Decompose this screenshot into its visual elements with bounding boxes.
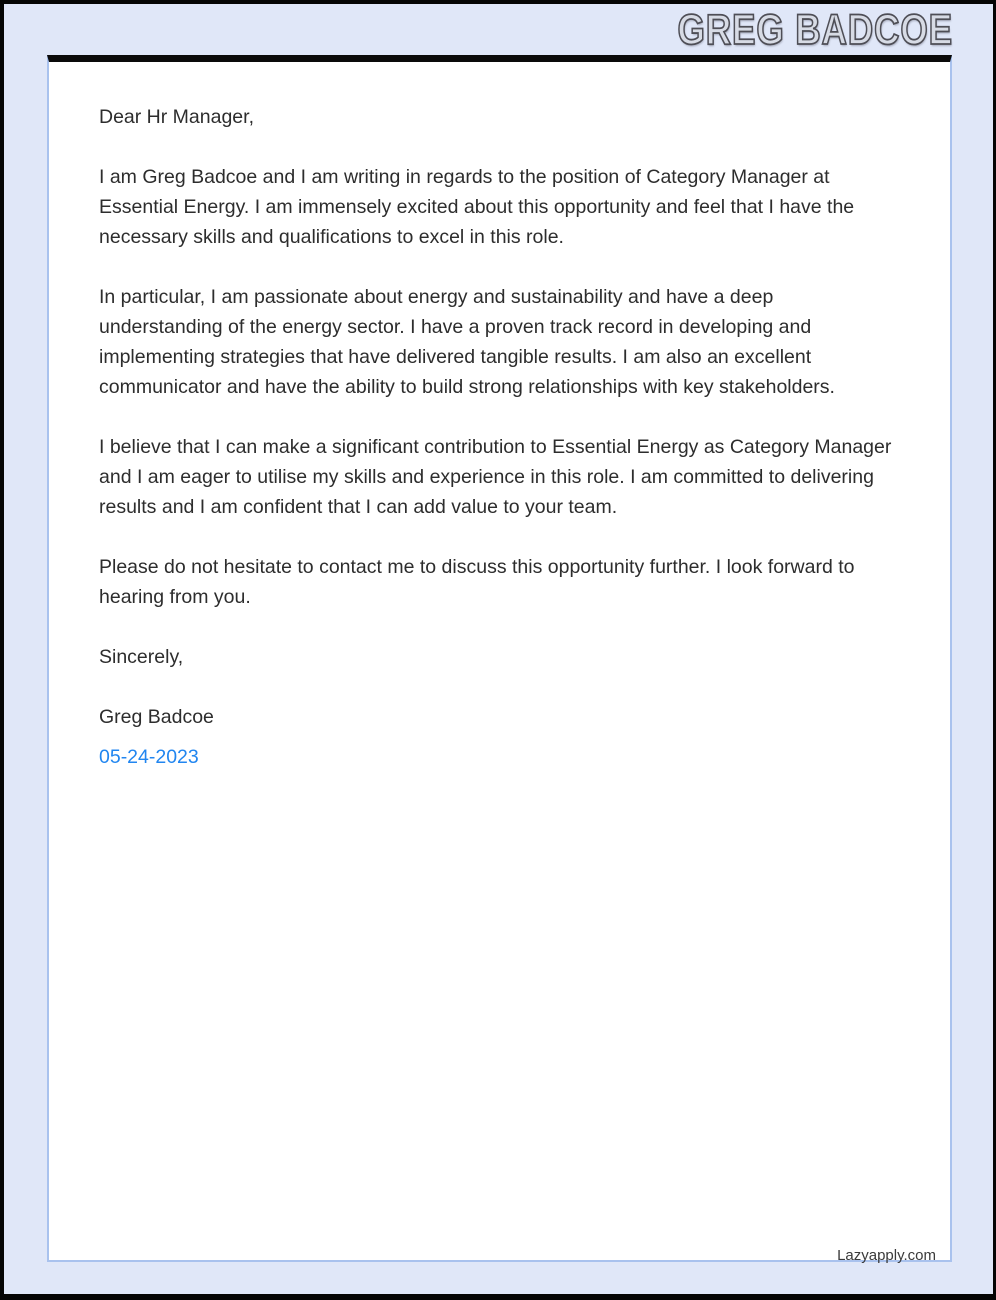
letter-body bbox=[99, 102, 895, 772]
salutation: Dear Hr Manager, bbox=[99, 106, 254, 128]
paragraph-intro: I am Greg Badcoe and I am writing in regards to the position of Category Manager at Essential Energy. I am immensely excited about this opportunity and feel that I have the necessary skills and qualifications to excel in this role. bbox=[99, 166, 855, 248]
lazyapply-watermark: Lazyapply.com bbox=[837, 1247, 936, 1264]
signature-name: Greg Badcoe bbox=[99, 706, 214, 728]
candidate-name-header: GREG BADCOE bbox=[677, 6, 953, 54]
letter-date: 05-24-2023 bbox=[99, 746, 199, 768]
paragraph-contribution: I believe that I can make a significant contribution to Essential Energy as Category Manager and I am eager to utilise my skills and experience in this role. I am committed to delivering results and I am confident that I can add value to your team. bbox=[99, 436, 892, 518]
paragraph-skills: In particular, I am passionate about energy and sustainability and have a deep understanding of the energy sector. I have a proven track record in developing and implementing strategies that have delivered tangible results. I am also an excellent communicator and have the ability to build strong relationships with key stakeholders. bbox=[99, 286, 835, 398]
paragraph-contact: Please do not hesitate to contact me to discuss this opportunity further. I look forward to hearing from you. bbox=[99, 556, 855, 608]
letter-sheet bbox=[47, 55, 952, 1262]
closing: Sincerely, bbox=[99, 646, 184, 668]
